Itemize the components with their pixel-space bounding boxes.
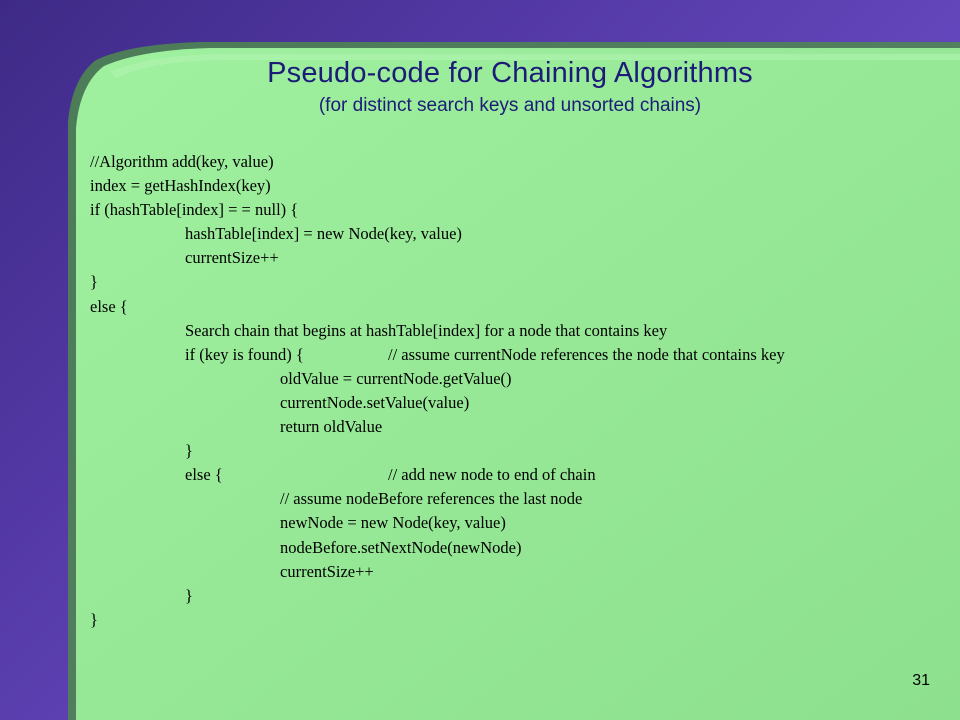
code-line [90, 319, 930, 343]
code-text: } [90, 609, 98, 629]
code-line [90, 511, 930, 535]
code-text: } [185, 585, 193, 605]
code-line [90, 439, 930, 463]
code-comment: // assume nodeBefore references the last node [280, 489, 583, 509]
code-text: currentSize++ [185, 248, 279, 268]
code-line [90, 295, 930, 319]
code-text: currentNode.setValue(value) [280, 392, 470, 412]
code-text: oldValue = currentNode.getValue() [280, 368, 512, 388]
code-line [90, 560, 930, 584]
code-comment: // assume currentNode references the node that contains key [388, 344, 785, 364]
code-text: if (key is found) { [185, 344, 304, 364]
code-line [90, 174, 930, 198]
code-line [90, 391, 930, 415]
code-comment: // add new node to end of chain [388, 465, 596, 485]
code-text: index = getHashIndex(key) [90, 176, 271, 196]
code-text: } [90, 272, 98, 292]
code-text: if (hashTable[index] = = null) { [90, 200, 299, 220]
code-line [90, 536, 930, 560]
code-line [90, 222, 930, 246]
code-text: nodeBefore.setNextNode(newNode) [280, 537, 522, 557]
code-text: newNode = new Node(key, value) [280, 513, 506, 533]
pseudo-code-block [90, 150, 930, 632]
code-comment: //Algorithm add(key, value) [90, 152, 274, 171]
code-line [90, 198, 930, 222]
slide-title: Pseudo-code for Chaining Algorithms [267, 57, 753, 89]
code-text: else { [185, 465, 223, 485]
code-line [90, 415, 930, 439]
code-line [90, 367, 930, 391]
code-line [90, 150, 930, 174]
page-number: 31 [912, 672, 930, 689]
code-line [90, 608, 930, 632]
code-text: hashTable[index] = new Node(key, value) [185, 224, 462, 244]
code-line [90, 246, 930, 270]
slide-subtitle: (for distinct search keys and unsorted chains) [318, 95, 702, 116]
code-text: else { [90, 296, 128, 316]
code-line [90, 584, 930, 608]
code-line [90, 463, 930, 487]
code-text: currentSize++ [280, 561, 374, 581]
code-line [90, 270, 930, 294]
code-text: } [185, 441, 193, 461]
code-text: return oldValue [280, 417, 383, 437]
code-text: Search chain that begins at hashTable[index] for a node that contains key [185, 320, 668, 340]
code-line [90, 343, 930, 367]
code-line [90, 487, 930, 511]
